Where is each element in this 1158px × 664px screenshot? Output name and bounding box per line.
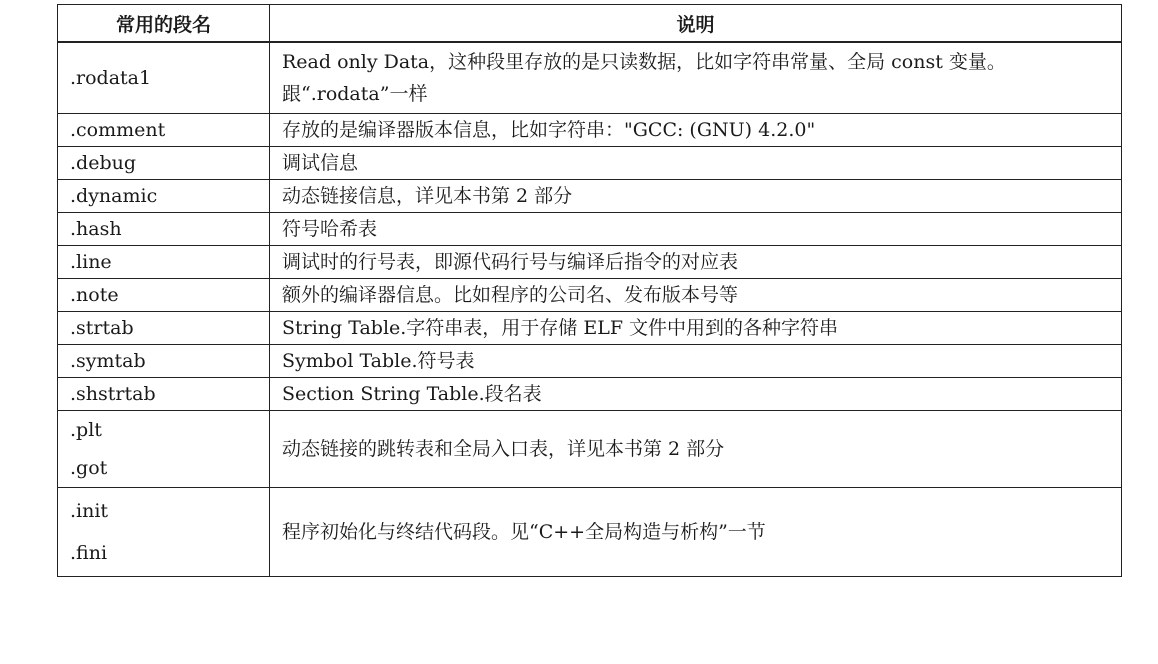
section-name: .comment xyxy=(70,119,166,141)
section-names-table xyxy=(57,4,1122,577)
section-description: 调试时的行号表，即源代码行号与编译后指令的对应表 xyxy=(270,246,1122,279)
section-name: .strtab xyxy=(70,317,134,339)
table-row xyxy=(58,411,1122,488)
table-row xyxy=(58,279,1122,312)
table-header-row xyxy=(58,5,1122,43)
section-name-cell xyxy=(58,345,270,378)
header-section-name: 常用的段名 xyxy=(58,5,270,43)
table-row xyxy=(58,114,1122,147)
table-row xyxy=(58,42,1122,114)
section-name: .fini xyxy=(70,542,108,564)
table-row xyxy=(58,246,1122,279)
section-description: 符号哈希表 xyxy=(270,213,1122,246)
section-description: Symbol Table.符号表 xyxy=(270,345,1122,378)
section-name-cell xyxy=(58,114,270,147)
section-description: 动态链接信息，详见本书第 2 部分 xyxy=(270,180,1122,213)
section-name-cell xyxy=(58,213,270,246)
section-description: 额外的编译器信息。比如程序的公司名、发布版本号等 xyxy=(270,279,1122,312)
section-description: String Table.字符串表，用于存储 ELF 文件中用到的各种字符串 xyxy=(270,312,1122,345)
section-description: 程序初始化与终结代码段。见“C++全局构造与析构”一节 xyxy=(270,488,1122,577)
section-description: 存放的是编译器版本信息，比如字符串："GCC: (GNU) 4.2.0" xyxy=(270,114,1122,147)
section-name: .plt xyxy=(70,419,102,441)
section-name-cell xyxy=(58,411,270,488)
section-name: .note xyxy=(70,284,119,306)
section-name: .got xyxy=(70,457,108,479)
table-row xyxy=(58,180,1122,213)
table-row xyxy=(58,378,1122,411)
section-name-cell xyxy=(58,246,270,279)
section-name: .symtab xyxy=(70,350,146,372)
section-description: Section String Table.段名表 xyxy=(270,378,1122,411)
section-description: Read only Data，这种段里存放的是只读数据，比如字符串常量、全局 const 变量。跟“.rodata”一样 xyxy=(270,42,1122,114)
section-name-cell xyxy=(58,279,270,312)
section-name-cell xyxy=(58,488,270,577)
section-name-cell xyxy=(58,312,270,345)
section-name-cell xyxy=(58,42,270,114)
table-row xyxy=(58,147,1122,180)
section-name: .init xyxy=(70,500,109,522)
table-row xyxy=(58,345,1122,378)
section-name: .line xyxy=(70,251,112,273)
section-name: .shstrtab xyxy=(70,383,156,405)
sections-table-container xyxy=(57,4,1121,577)
table-row xyxy=(58,312,1122,345)
header-description: 说明 xyxy=(270,5,1122,43)
section-description: 调试信息 xyxy=(270,147,1122,180)
section-name-cell xyxy=(58,378,270,411)
section-name: .hash xyxy=(70,218,122,240)
section-description: 动态链接的跳转表和全局入口表，详见本书第 2 部分 xyxy=(270,411,1122,488)
table-row xyxy=(58,488,1122,577)
section-name: .dynamic xyxy=(70,185,158,207)
section-name-cell xyxy=(58,180,270,213)
section-name: .rodata1 xyxy=(70,67,152,89)
section-name: .debug xyxy=(70,152,137,174)
table-row xyxy=(58,213,1122,246)
section-name-cell xyxy=(58,147,270,180)
